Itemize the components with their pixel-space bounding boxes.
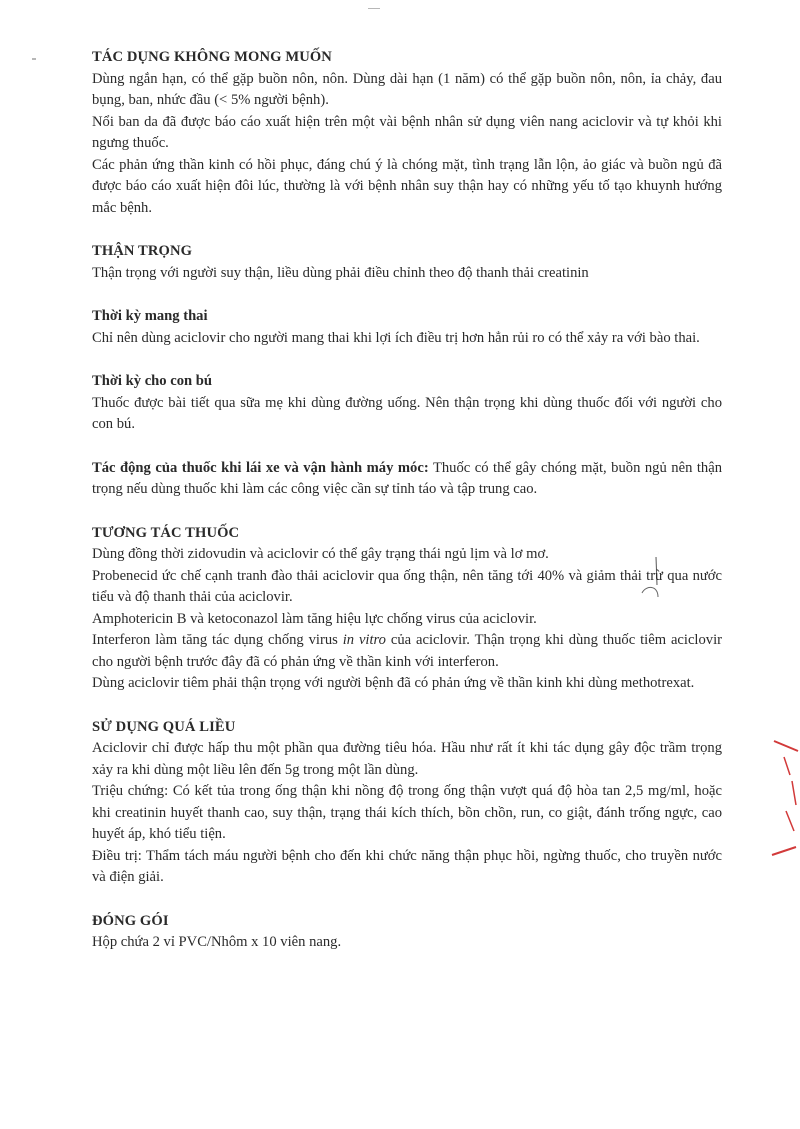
section-heading: TƯƠNG TÁC THUỐC [92,524,240,541]
paragraph: Dùng đồng thời zidovudin và aciclovir có thể gây trạng thái ngủ lịm và lơ mơ. [92,546,549,562]
section-side-effects [92,47,722,219]
paragraph [92,630,722,673]
paragraph: Thận trọng với người suy thận, liều dùng phải điều chỉnh theo độ thanh thải creatinin [92,264,589,281]
scan-dust-mark [32,58,36,60]
paragraph-text: của aciclovir. Thận trọng khi dùng thuốc tiêm aciclovir cho người bệnh trước đây đã có phản ứng về thần kinh với interferon. [92,632,722,670]
paragraph: Dùng aciclovir tiêm phải thận trọng với người bệnh đã có phản ứng về thần kinh khi dùng methotrexat. [92,675,695,691]
paragraph: Hộp chứa 2 vỉ PVC/Nhôm x 10 viên nang. [92,934,342,950]
section-heading: ĐÓNG GÓI [92,912,169,929]
paragraph-text: Thuốc có thể gây chóng mặt, buồn ngủ nên thận trọng nếu dùng thuốc khi làm các công việc cần sự tỉnh táo và tập trung cao. [92,459,722,497]
section-breastfeeding [92,371,722,436]
paragraph: Aciclovir chỉ được hấp thu một phần qua đường tiêu hóa. Hầu như rất ít khi tác dụng gây độc trầm trọng xảy ra khi dùng một liều lên đến 5g trong một lần dùng. [92,740,722,778]
section-heading: SỬ DỤNG QUÁ LIỀU [92,718,236,735]
section-overdose [92,717,722,889]
italic-term: in vitro [342,632,386,648]
paragraph: Amphotericin B và ketoconazol làm tăng hiệu lực chống virus của aciclovir. [92,610,537,627]
paragraph: Nổi ban da đã được báo cáo xuất hiện trên một vài bệnh nhân sử dụng viên nang aciclovir và tự khỏi khi ngưng thuốc. [92,113,722,151]
section-packaging [92,911,722,954]
section-precautions [92,241,722,284]
paragraph: Dùng ngắn hạn, có thể gặp buồn nôn, nôn. Dùng dài hạn (1 năm) có thể gặp buồn nôn, nôn, ỉa chảy, đau bụng, ban, nhức đầu (< 5% người bệnh). [92,70,722,108]
scan-dust-mark [368,8,380,9]
section-interactions [92,523,722,695]
paragraph [92,458,722,501]
inline-heading: Tác động của thuốc khi lái xe và vận hành máy móc: [92,459,429,476]
paragraph: Triệu chứng: Có kết tủa trong ống thận khi nồng độ trong ống thận vượt quá độ hòa tan 2,5 mg/ml, hoặc khi creatinin huyết thanh cao, suy thận, trạng thái kích thích, bồn chồn, run, co giật, đánh trống ngực, cao huyết áp, khó tiểu tiện. [92,783,722,842]
subsection-heading: Thời kỳ cho con bú [92,373,213,389]
section-driving [92,458,722,501]
paragraph: Thuốc được bài tiết qua sữa mẹ khi dùng đường uống. Nên thận trọng khi dùng thuốc đối với người cho con bú. [92,394,722,432]
paragraph: Điều trị: Thẩm tách máu người bệnh cho đến khi chức năng thận phục hồi, ngừng thuốc, cho truyền nước và điện giải. [92,847,722,885]
subsection-heading: Thời kỳ mang thai [92,308,208,324]
paragraph: Chỉ nên dùng aciclovir cho người mang thai khi lợi ích điều trị hơn hẳn rủi ro có thể xảy ra với bào thai. [92,329,700,346]
paragraph-text: Interferon làm tăng tác dụng chống virus [92,632,343,648]
section-heading: THẬN TRỌNG [92,243,193,259]
document-body [92,47,722,954]
paragraph: Các phản ứng thần kinh có hồi phục, đáng chú ý là chóng mặt, tình trạng lẫn lộn, ảo giác và buồn ngủ đã được báo cáo xuất hiện đôi lúc, thường là với bệnh nhân suy thận hay có những yếu tố tạo khuynh hướng mắc bệnh. [92,156,722,216]
section-pregnancy [92,306,722,349]
paragraph: Probenecid ức chế cạnh tranh đào thải aciclovir qua ống thận, nên tăng tới 40% và giảm thải trừ qua nước tiểu và độ thanh thải của aciclovir. [92,567,722,605]
section-heading: TÁC DỤNG KHÔNG MONG MUỐN [92,49,332,65]
stamp-fragment [770,735,800,865]
